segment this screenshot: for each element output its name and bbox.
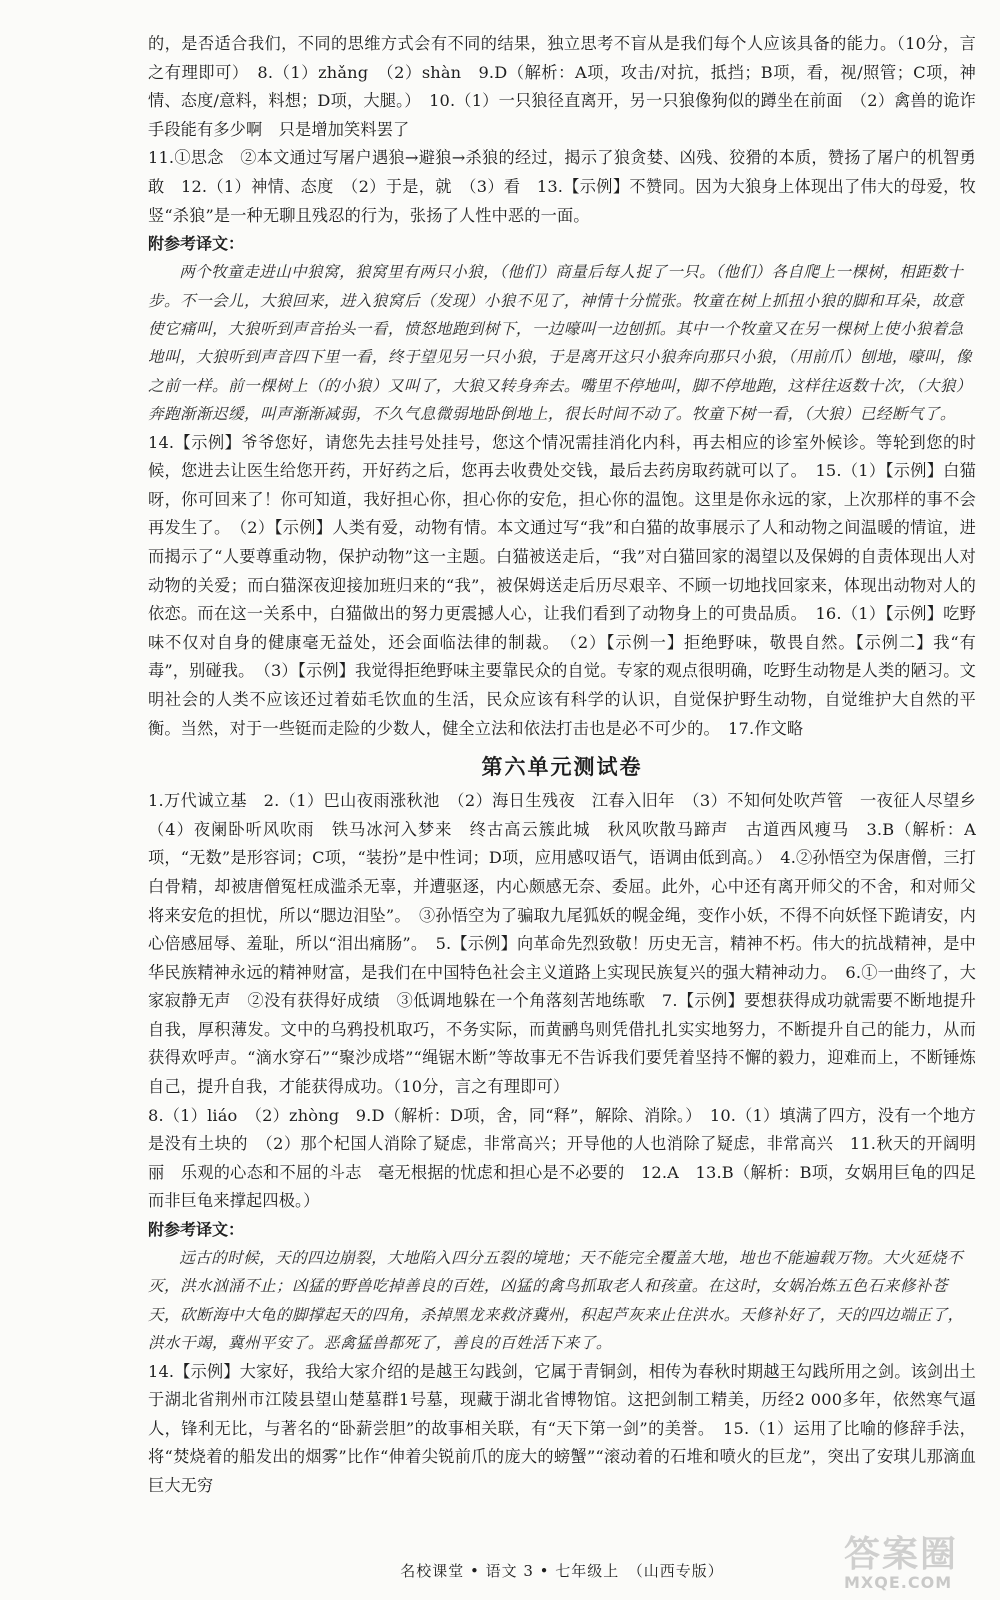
answer-content <box>148 30 993 1501</box>
answer-paragraph: 11.①思念 ②本文通过写屠户遇狼→避狼→杀狼的经过，揭示了狼贪婪、凶残、狡猾的本质，赞扬了屠户的机智勇敢 12.（1）神情、态度 （2）于是，就 （3）看 13.【示例】不赞同。因为大狼身上体现出了伟大的母爱，牧竖“杀狼”是一种无聊且残忍的行为，张扬了人性中恶的一面。 <box>148 148 976 225</box>
translation-paragraph: 两个牧童走进山中狼窝，狼窝里有两只小狼，（他们）商量后每人捉了一只。（他们）各自爬上一棵树，相距数十步。不一会儿，大狼回来，进入狼窝后（发现）小狼不见了，神情十分慌张。牧童在树上抓扭小狼的脚和耳朵，故意使它痛叫，大狼听到声音抬头一看，愤怒地跑到树下，一边嚎叫一边刨抓。其中一个牧童又在另一棵树上使小狼着急地叫，大狼听到声音四下里一看，终于望见另一只小狼，于是离开这只小狼奔向那只小狼，（用前爪）刨地，嚎叫，像之前一样。前一棵树上（的小狼）又叫了，大狼又转身奔去。嘴里不停地叫，脚不停地跑，这样往返数十次，（大狼）奔跑渐渐迟缓，叫声渐渐减弱，不久气息微弱地卧倒地上，很长时间不动了。牧童下树一看，（大狼）已经断气了。 <box>148 263 972 424</box>
answer-page <box>148 30 993 1501</box>
answer-paragraph: 14.【示例】爷爷您好，请您先去挂号处挂号，您这个情况需挂消化内科，再去相应的诊室外候诊。等轮到您的时候，您进去让医生给您开药，开好药之后，您再去收费处交钱，最后去药房取药就可以了。 15.（1）【示例】白猫呀，你可回来了！你可知道，我好担心你，担心你的安危，担心你的温饱。这里是你永远的家，上次那样的事不会再发生了。 （2）【示例】人类有爱，动物有情。本文通过写“我”和白猫的故事展示了人和动物之间温暖的情谊，进而揭示了“人要尊重动物，保护动物”这一主题。白猫被送走后，“我”对白猫回家的渴望以及保姆的自责体现出人对动物的关爱；而白猫深夜迎接加班归来的“我”，被保姆送走后历尽艰辛、不顾一切地找回家来，体现出动物对人的依恋。而在这一关系中，白猫做出的努力更震撼人心，让我们看到了动物身上的可贵品质。 16.（1）【示例】吃野味不仅对自身的健康毫无益处，还会面临法律的制裁。 （2）【示例一】拒绝野味，敬畏自然。【示例二】我“有毒”，别碰我。 （3）【示例】我觉得拒绝野味主要靠民众的自觉。专家的观点很明确，吃野生动物是人类的陋习。文明社会的人类不应该还过着茹毛饮血的生活，民众应该有科学的认识，自觉保护野生动物，自觉维护大自然的平衡。当然，对于一些铤而走险的少数人，健全立法和依法打击也是必不可少的。 17.作文略 <box>148 432 976 738</box>
watermark-logo-text: 答案圈 <box>844 1534 959 1575</box>
page-footer: 名校课堂 • 语文 3 • 七年级上 （山西专版） <box>400 1562 724 1580</box>
answer-paragraph: 1.万代诚立基 2.（1）巴山夜雨涨秋池 （2）海日生残夜 江春入旧年 （3）不知何处吹芦管 一夜征人尽望乡 （4）夜阑卧听风吹雨 铁马冰河入梦来 终古高云簇此城 秋风吹散马蹄声 古道西风瘦马 3.B（解析：A项，“无数”是形容词；C项，“装扮”是中性词；D项，应用感叹语气，语调由低到高。） 4.②孙悟空为保唐僧，三打白骨精，却被唐僧冤枉成滥杀无辜，并遭驱逐，内心颇感无奈、委屈。此外，心中还有离开师父的不舍，和对师父将来安危的担忧，所以“腮边泪坠”。 ③孙悟空为了骗取九尾狐妖的幌金绳，变作小妖，不得不向妖怪下跪请安，内心倍感屈辱、羞耻，所以“泪出痛肠”。 5.【示例】向革命先烈致敬！历史无言，精神不朽。伟大的抗战精神，是中华民族精神永远的精神财富，是我们在中国特色社会主义道路上实现民族复兴的强大精神动力。 6.①一曲终了，大家寂静无声 ②没有获得好成绩 ③低调地躲在一个角落刻苦地练歌 7.【示例】要想获得成功就需要不断地提升自我，厚积薄发。文中的乌鸦投机取巧，不务实际，而黄鹂鸟则凭借扎扎实实地努力，不断提升自己的能力，从而获得欢呼声。“滴水穿石”“聚沙成塔”“绳锯木断”等故事无不告诉我们要凭着坚持不懈的毅力，迎难而上，不断锤炼自己，提升自我，才能获得成功。（10分，言之有理即可） <box>148 791 993 1097</box>
watermark-url: MXQE.COM <box>844 1573 953 1592</box>
section-title: 第六单元测试卷 <box>481 755 643 780</box>
translation-paragraph: 远古的时候，天的四边崩裂，大地陷入四分五裂的境地；天不能完全覆盖大地，地也不能遍载万物。大火延烧不灭，洪水汹涌不止；凶猛的野兽吃掉善良的百姓，凶猛的禽鸟抓取老人和孩童。在这时，女娲冶炼五色石来修补苍天，砍断海中大龟的脚撑起天的四角，杀掉黑龙来救济冀州，积起芦灰来止住洪水。天修补好了，天的四边端正了，洪水干竭，冀州平安了。恶禽猛兽都死了，善良的百姓活下来了。 <box>148 1249 964 1353</box>
translation-heading: 附参考译文： <box>148 234 245 254</box>
site-watermark <box>844 1526 994 1596</box>
answer-paragraph: 8.（1）liáo （2）zhòng 9.D（解析：D项，舍，同“释”，解除、消除。） 10.（1）填满了四方，没有一个地方是没有土块的 （2）那个杞国人消除了疑虑，非常高兴；开导他的人也消除了疑虑，非常高兴 11.秋天的开阔明丽 乐观的心态和不屈的斗志 毫无根据的忧虑和担心是不必要的 12.A 13.B（解析：B项，女娲用巨龟的四足而非巨龟来撑起四极。） <box>148 1105 976 1211</box>
answer-paragraph: 14.【示例】大家好，我给大家介绍的是越王勾践剑，它属于青铜剑，相传为春秋时期越王勾践所用之剑。该剑出土于湖北省荆州市江陵县望山楚墓群1号墓，现藏于湖北省博物馆。这把剑制工精美，历经2 000多年，依然寒气逼人，锋利无比，与著名的“卧薪尝胆”的故事相关联，有“天下第一剑”的美誉。 15.（1）运用了比喻的修辞手法，将“焚烧着的船发出的烟雾”比作“伸着尖锐前爪的庞大的螃蟹”“滚动着的石堆和喷火的巨龙”，突出了安琪儿那滴血巨大无穷 <box>148 1361 976 1496</box>
answer-paragraph: 的，是否适合我们，不同的思维方式会有不同的结果，独立思考不盲从是我们每个人应该具备的能力。（10分，言之有理即可） 8.（1）zhǎng （2）shàn 9.D（解析：A项，攻击/对抗，抵挡；B项，看，视/照管；C项，神情、态度/意料，料想；D项，大腿。） 10.（1）一只狼径直离开，另一只狼像狗似的蹲坐在前面 （2）禽兽的诡诈手段能有多少啊 只是增加笑料罢了 <box>148 34 976 139</box>
translation-heading: 附参考译文： <box>148 1220 245 1240</box>
